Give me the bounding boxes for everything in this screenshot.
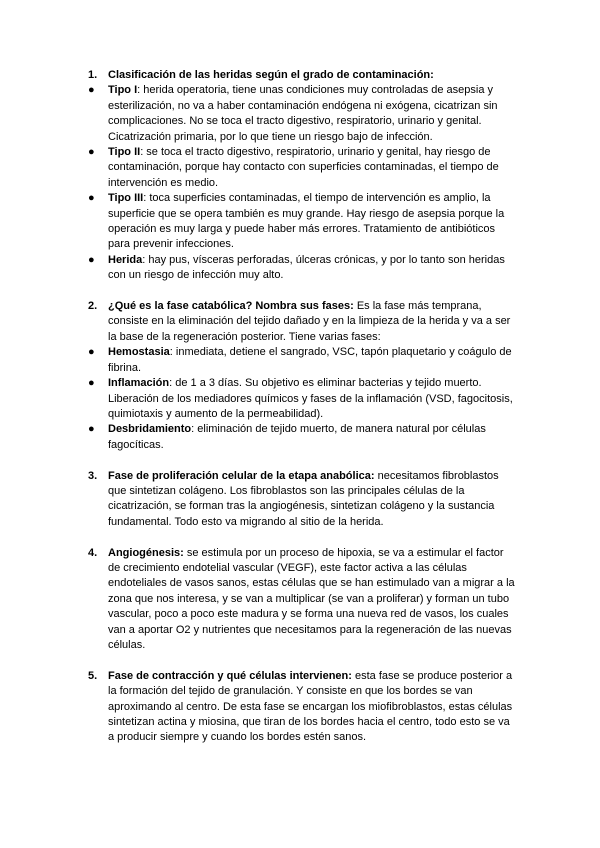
document-content: [88, 68, 518, 761]
bullet-item: [88, 145, 518, 191]
section-heading: Clasificación de las heridas según el grado de contaminación:: [108, 69, 434, 81]
bullet-term: Tipo II: [108, 146, 141, 159]
bullet-text: : eliminación de tejido muerto, de manera natural por células fagocíticas.: [108, 423, 486, 451]
bullet-term: Tipo I: [108, 84, 138, 97]
bullet-icon: ●: [88, 146, 95, 159]
section-intro: Es la fase más temprana, consiste en la eliminación del tejido dañado y en la limpieza de la herida y va a ser la base de la regeneración posterior. Tiene varias fases:: [108, 300, 511, 343]
bullet-term: Herida: [108, 253, 143, 266]
section-paragraph: [108, 669, 518, 746]
section-intro: esta fase se produce posterior a la formación del tejido de granulación. Y consiste en que los bordes se van aproximando al centro. De esta fase se encargan los miofibroblastos, estas células sintetizan actina y miosina, que tiran de los bordes hacia el centro, todo esto se va a producir siempre y cuando los bordes estén sanos.: [108, 669, 513, 744]
section-paragraph: [108, 299, 518, 345]
bullet-item: [88, 345, 518, 376]
section-2: [88, 299, 518, 453]
section-number: 2.: [88, 300, 98, 313]
bullet-item: [88, 253, 518, 284]
section-paragraph: [108, 469, 518, 531]
bullet-text: : hay pus, vísceras perforadas, úlceras crónicas, y por lo tanto son heridas con un riesgo de infección muy alto.: [108, 253, 505, 282]
bullet-text: : herida operatoria, tiene unas condiciones muy controladas de asepsia y esterilización, no va a haber contaminación endógena ni exógena, cicatrizan sin complicaciones. No se toca el tracto digestivo, respiratorio, urinario y genital. Cicatrización primaria, por lo que tiene un riesgo bajo de infección.: [108, 84, 498, 143]
bullet-term: Inflamación: [108, 377, 170, 390]
bullet-icon: ●: [88, 423, 95, 436]
section-heading: Fase de proliferación celular de la etapa anabólica:: [108, 469, 375, 482]
section-paragraph: [108, 546, 518, 654]
bullet-term: Desbridamiento: [108, 423, 192, 436]
bullet-item: [88, 83, 518, 145]
bullet-term: Hemostasia: [108, 346, 170, 359]
section-heading: Angiogénesis:: [108, 546, 184, 559]
section-heading-line: [108, 68, 518, 83]
bullet-icon: ●: [88, 377, 95, 390]
bullet-item: [88, 191, 518, 253]
bullet-text: : se toca el tracto digestivo, respiratorio, urinario y genital, hay riesgo de contaminación, porque hay contacto con superficies contaminadas, el tiempo de intervención es medio.: [108, 146, 499, 189]
bullet-text: : inmediata, detiene el sangrado, VSC, tapón plaquetario y coágulo de fibrina.: [108, 346, 512, 374]
section-1: [88, 68, 518, 284]
section-number: 4.: [88, 546, 98, 559]
bullet-item: [88, 422, 518, 453]
section-heading: ¿Qué es la fase catabólica? Nombra sus fases:: [108, 300, 354, 313]
section-number: 5.: [88, 669, 98, 682]
section-intro: se estimula por un proceso de hipoxia, se va a estimular el factor de crecimiento endotelial vascular (VEGF), este factor activa a las células endoteliales de vasos sanos, estas células que se han estimulado van a migrar a la zona que nos interesa, y se van a multiplicar (se van a proliferar) y forman un tubo vascular, poco a poco este madura y se forma una nueva red de vasos, los cuales van a aportar O2 y nutrientes que necesitamos para la regeneración de las nuevas células.: [108, 546, 515, 651]
bullet-icon: ●: [88, 346, 95, 359]
bullet-icon: ●: [88, 253, 95, 266]
bullet-icon: ●: [88, 192, 95, 205]
bullet-text: : de 1 a 3 días. Su objetivo es eliminar bacterias y tejido muerto. Liberación de los mediadores químicos y fases de la inflamación (VSD, fagocitosis, quimiotaxis y aumento de la permeabilidad).: [108, 377, 513, 420]
section-number: 1.: [88, 69, 98, 81]
bullet-item: [88, 376, 518, 422]
bullet-text: : toca superficies contaminadas, el tiempo de intervención es amplio, la superficie que se opera también es muy grande. Hay riesgo de asepsia porque la operación es muy larga y puede haber más errores. Tratamiento de antibióticos para prevenir infecciones.: [108, 192, 505, 251]
section-intro: necesitamos fibroblastos que sintetizan colágeno. Los fibroblastos son las principales células de la cicatrización, se forman tras la angiogénesis, sintetizan colágeno y la sustancia fundamental. Todo esto va migrando al sitio de la herida.: [108, 469, 499, 528]
section-3: [88, 469, 518, 531]
section-5: [88, 669, 518, 746]
bullet-term: Tipo III: [108, 192, 144, 205]
section-4: [88, 546, 518, 654]
section-number: 3.: [88, 469, 98, 482]
bullet-icon: ●: [88, 84, 95, 97]
section-heading: Fase de contracción y qué células intervienen:: [108, 669, 352, 682]
